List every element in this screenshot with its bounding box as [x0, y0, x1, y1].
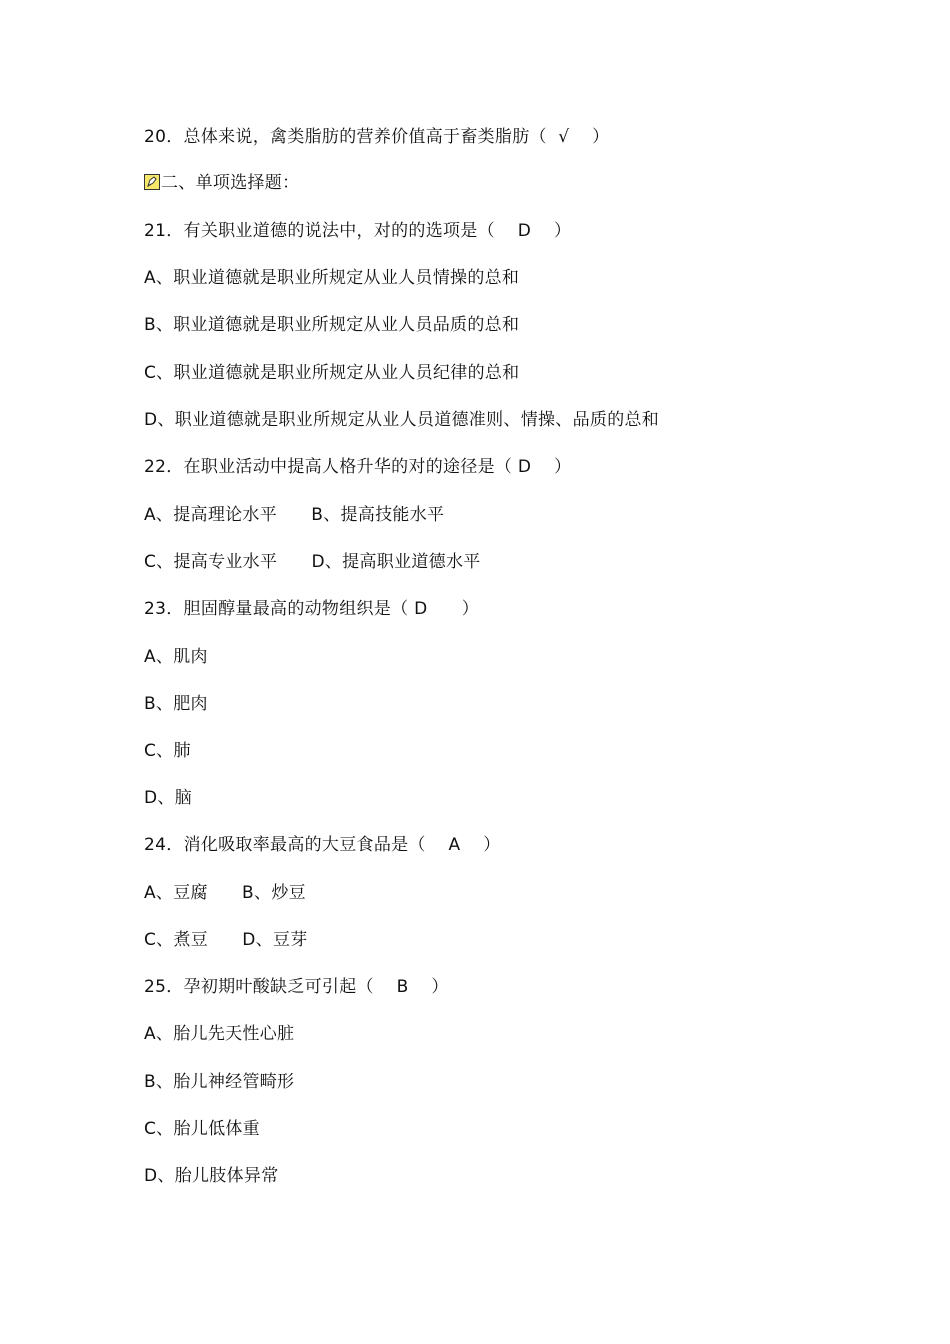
question-22-options-ab: A、提高理论水平 B、提高技能水平	[144, 505, 445, 525]
question-25: 25．孕初期叶酸缺乏可引起（ B ）	[144, 977, 449, 997]
question-24-options-ab: A、豆腐 B、炒豆	[144, 883, 306, 903]
question-21-option-c: C、职业道德就是职业所规定从业人员纪律的总和	[144, 363, 520, 383]
question-21: 21．有关职业道德的说法中，对的的选项是（ D ）	[144, 221, 572, 241]
section-heading-text: 二、单项选择题：	[161, 173, 300, 193]
edit-note-icon	[144, 174, 160, 190]
question-22: 22．在职业活动中提高人格升华的对的途径是（ D ）	[144, 457, 572, 477]
question-24-options-cd: C、煮豆 D、豆芽	[144, 930, 308, 950]
question-23-option-c: C、肺	[144, 741, 191, 761]
question-25-option-a: A、胎儿先天性心脏	[144, 1024, 295, 1044]
question-24: 24．消化吸取率最高的大豆食品是（ A ）	[144, 835, 501, 855]
question-25-option-b: B、胎儿神经管畸形	[144, 1072, 295, 1092]
question-21-option-b: B、职业道德就是职业所规定从业人员品质的总和	[144, 315, 520, 335]
question-21-option-d: D、职业道德就是职业所规定从业人员道德准则、情操、品质的总和	[144, 410, 660, 430]
question-23-option-b: B、肥肉	[144, 694, 208, 714]
question-22-options-cd: C、提高专业水平 D、提高职业道德水平	[144, 552, 481, 572]
question-23: 23．胆固醇量最高的动物组织是（ D ）	[144, 599, 480, 619]
question-25-option-c: C、胎儿低体重	[144, 1119, 260, 1139]
question-20: 20．总体来说，禽类脂肪的营养价值高于畜类脂肪（ √ ）	[144, 127, 610, 147]
question-23-option-d: D、脑	[144, 788, 192, 808]
question-25-option-d: D、胎儿肢体异常	[144, 1166, 279, 1186]
question-21-option-a: A、职业道德就是职业所规定从业人员情操的总和	[144, 268, 520, 288]
section-heading-single-choice	[144, 172, 299, 194]
question-23-option-a: A、肌肉	[144, 647, 208, 667]
